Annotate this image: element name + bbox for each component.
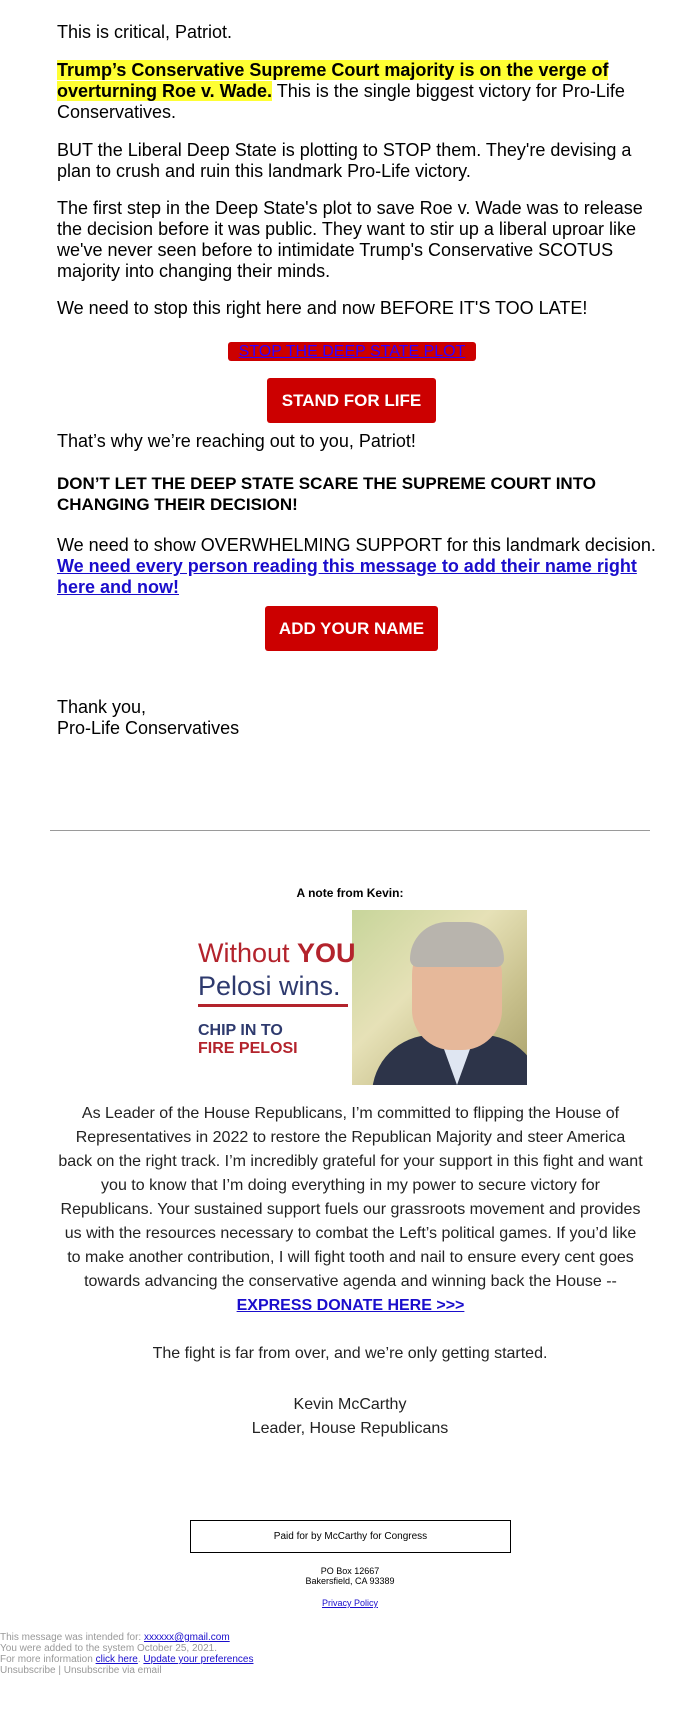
mailing-address: [0, 1566, 700, 1586]
privacy-policy: [0, 1598, 700, 1608]
banner-line1-b: YOU: [297, 938, 356, 968]
more-info-line: [0, 1654, 253, 1665]
add-your-name-button[interactable]: ADD YOUR NAME: [265, 606, 438, 651]
click-here-link[interactable]: click here: [95, 1654, 138, 1665]
kevin-body-text: As Leader of the House Republicans, I’m committed to flipping the House of Representatives in 2022 to restore the Republican Majority and steer America back on the right track. I’m incredibly grateful for your support in this fight and want you to know that I’m doing everything in my power to secure victory for Republicans. Your sustained support fuels our grassroots movement and provides us with the resources necessary to combat the Left’s political games. If you’d like to make another contribution, I will fight tooth and nail to ensure every cent goes towards advancing the conservative agenda and winning back the House --: [58, 1105, 643, 1290]
roe-paragraph-rest: This is the single biggest victory for Pro-Life Conservatives.: [57, 81, 625, 122]
kevin-note-body: [58, 1102, 643, 1318]
add-name-link[interactable]: We need every person reading this message to add their name right here and now!: [57, 556, 637, 597]
highlighted-text: Trump’s Conservative Supreme Court majority is on the verge of overturning Roe v. Wade.: [57, 60, 609, 101]
greeting: This is critical, Patriot.: [57, 22, 233, 42]
support-paragraph: [57, 535, 657, 598]
unsubscribe-line[interactable]: Unsubscribe | Unsubscribe via email: [0, 1665, 162, 1676]
portrait-hair: [410, 922, 504, 967]
stop-deep-state-link-button[interactable]: [228, 342, 476, 361]
more-info-separator: .: [137, 1654, 144, 1665]
signoff-thanks: Thank you,: [57, 697, 147, 717]
update-preferences-link[interactable]: Update your preferences: [143, 1654, 254, 1665]
paid-for-box: Paid for by McCarthy for Congress: [190, 1520, 511, 1553]
kevin-title: Leader, House Republicans: [251, 1420, 449, 1437]
intended-label: This message was intended for:: [0, 1632, 144, 1643]
intended-for-line: [0, 1632, 253, 1643]
intended-email-link[interactable]: xxxxxx@gmail.com: [143, 1632, 230, 1643]
privacy-policy-link[interactable]: Privacy Policy: [321, 1598, 378, 1608]
urgency-paragraph: We need to stop this right here and now BEFORE IT'S TOO LATE!: [57, 298, 588, 318]
banner-line3: CHIP IN TO: [198, 1022, 283, 1039]
deep-state-paragraph: BUT the Liberal Deep State is plotting to STOP them. They're devising a plan to crush and ruin this landmark Pro-Life victory.: [57, 140, 632, 181]
kevin-signature: [0, 1393, 700, 1441]
kevin-note-heading: A note from Kevin:: [296, 886, 404, 900]
email-footer: [0, 1632, 253, 1676]
kevin-closing: The fight is far from over, and we’re only getting started.: [152, 1345, 548, 1362]
stop-deep-state-link[interactable]: STOP THE DEEP STATE PLOT: [238, 343, 466, 360]
signoff-sender: Pro-Life Conservatives: [57, 718, 240, 738]
reaching-out-paragraph: That’s why we’re reaching out to you, Patriot!: [57, 431, 416, 451]
banner-line2: Pelosi wins.: [198, 971, 341, 1001]
section-divider: [50, 830, 650, 831]
banner-line1: [198, 938, 356, 969]
fire-pelosi-banner[interactable]: [178, 910, 527, 1085]
po-box: PO Box 12667: [320, 1566, 380, 1576]
bold-warning: DON’T LET THE DEEP STATE SCARE THE SUPREME COURT INTO CHANGING THEIR DECISION!: [57, 474, 597, 514]
photo-background: [352, 910, 527, 1085]
added-line: You were added to the system October 25, 2021.: [0, 1643, 217, 1654]
signoff: [57, 697, 657, 739]
roe-paragraph: [57, 60, 657, 123]
more-info-label: For more information: [0, 1654, 96, 1665]
kevin-name: Kevin McCarthy: [293, 1396, 407, 1413]
banner-line1-a: Without: [198, 938, 298, 968]
city-state-zip: Bakersfield, CA 93389: [305, 1576, 395, 1586]
stand-for-life-button[interactable]: STAND FOR LIFE: [267, 378, 436, 423]
express-donate-link[interactable]: EXPRESS DONATE HERE >>>: [236, 1297, 465, 1314]
banner-line4: FIRE PELOSI: [198, 1040, 298, 1057]
plot-paragraph: The first step in the Deep State's plot to save Roe v. Wade was to release the decision before it was public. They want to stir up a liberal uproar like we've never seen before to intimidate Trump's Conservative SCOTUS majority into changing their minds.: [57, 198, 643, 281]
support-text: We need to show OVERWHELMING SUPPORT for this landmark decision.: [57, 535, 656, 555]
banner-underline: [198, 1004, 348, 1007]
